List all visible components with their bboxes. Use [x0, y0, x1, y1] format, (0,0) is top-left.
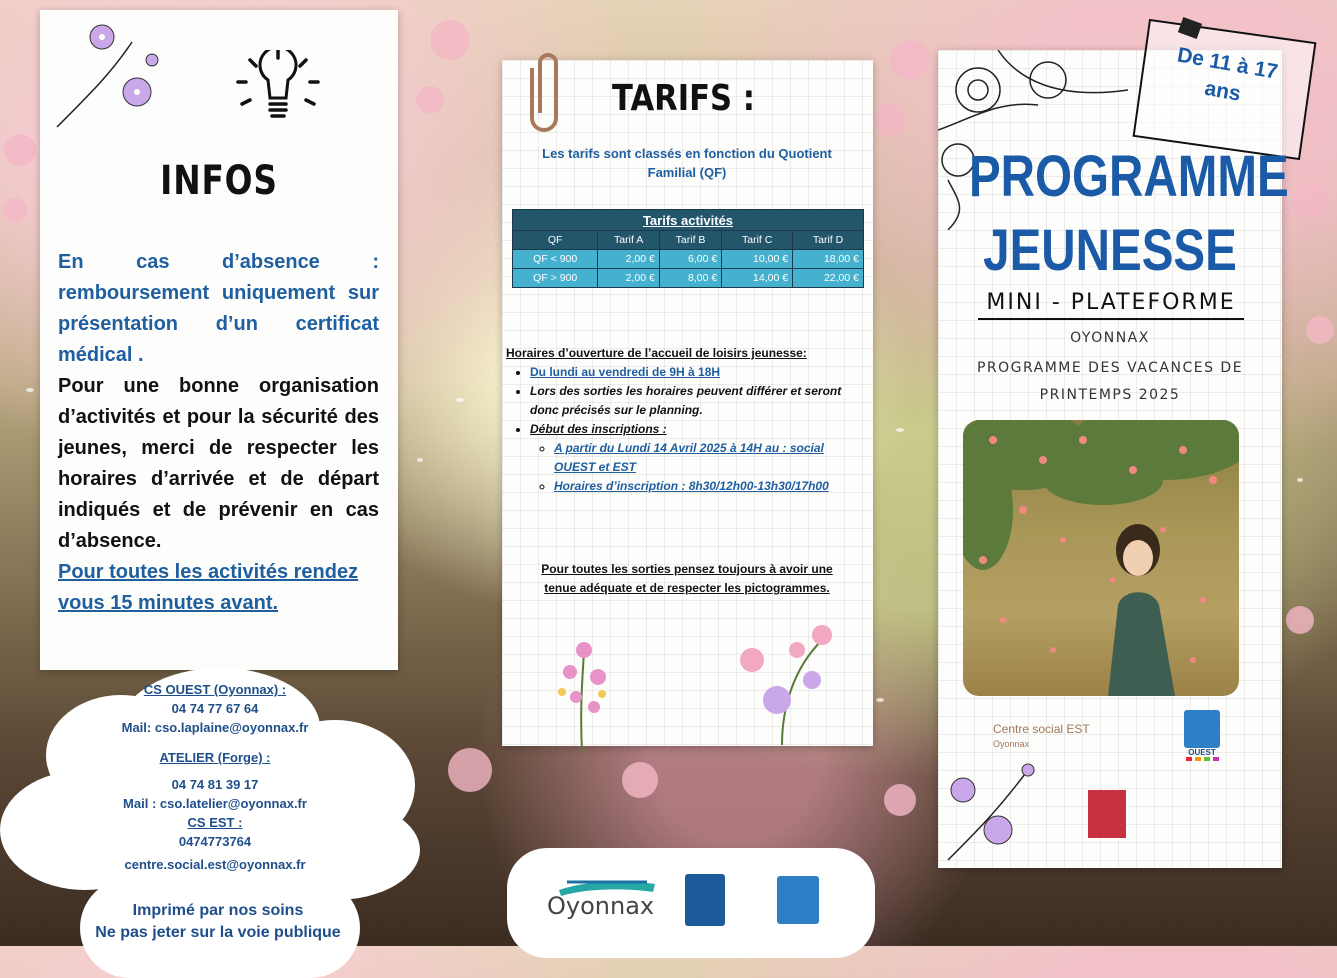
table-cell: QF > 900 — [513, 269, 598, 288]
arrival-notice: Pour toutes les activités rendez vous 15 minutes avant. — [58, 561, 359, 614]
infos-text — [58, 247, 379, 619]
programme-title: PROGRAMME — [968, 144, 1289, 209]
programme-title-jeunesse: JEUNESSE — [983, 218, 1237, 283]
table-header-cell: QF — [513, 231, 598, 250]
tape-icon — [1176, 14, 1206, 44]
tarifs-table — [512, 209, 864, 288]
cs-ouest-logo-text: OUEST — [1188, 748, 1216, 757]
infos-title: INFOS — [160, 158, 278, 204]
cs-ouest-logo-mark — [1184, 710, 1220, 748]
cs-ouest-logo — [1184, 710, 1220, 766]
table-cell: 2,00 € — [598, 250, 659, 269]
oyonnax-logo-text: Oyonnax — [547, 892, 655, 920]
atelier-mail[interactable]: Mail : cso.latelier@oyonnax.fr — [123, 796, 307, 811]
cs-est-logo — [993, 722, 1090, 751]
mini-plateforme-subtitle: MINI - PLATEFORME — [978, 288, 1244, 320]
floral-corner-icon — [938, 750, 1048, 870]
caf-logo-icon — [685, 874, 725, 926]
atelier-phone: 04 74 81 39 17 — [171, 777, 259, 792]
age-badge: De 11 à 17 ans — [1175, 43, 1280, 106]
hours-weekdays: Du lundi au vendredi de 9H à 18H — [530, 365, 721, 379]
illustration-girl-flowers — [963, 420, 1239, 696]
infos-panel — [40, 10, 398, 670]
inscriptions-hours: Horaires d’inscription : 8h30/12h00-13h30/17h00 — [554, 479, 829, 493]
opening-hours — [506, 344, 864, 496]
table-header-cell: Tarif A — [598, 231, 659, 250]
printed-line1: Imprimé par nos soins — [132, 902, 304, 919]
contacts-block — [95, 680, 335, 874]
cs-est-label: CS EST : — [187, 815, 243, 830]
period-line1: PROGRAMME DES VACANCES DE — [976, 360, 1244, 376]
inscriptions-start: A partir du Lundi 14 Avril 2025 à 14H au : social OUEST et EST — [554, 441, 824, 474]
table-cell: 2,00 € — [598, 269, 659, 288]
lightbulb-icon — [230, 50, 330, 150]
cs-ouest-logo-bars — [1184, 757, 1220, 761]
cs-ouest-label: CS OUEST (Oyonnax) : — [143, 682, 287, 697]
tarifs-title: TARIFS : — [612, 78, 755, 119]
cs-est-logo-line1: Centre social EST — [993, 722, 1090, 736]
printed-notice — [78, 900, 358, 944]
table-cell: 6,00 € — [659, 250, 721, 269]
atelier-label: ATELIER (Forge) : — [159, 750, 271, 765]
table-cell: QF < 900 — [513, 250, 598, 269]
table-cell: 18,00 € — [793, 250, 864, 269]
cite-educative-logo-icon — [1088, 790, 1126, 838]
tarifs-subtitle: Les tarifs sont classés en fonction du Quotient Familial (QF) — [542, 146, 832, 180]
table-row — [513, 250, 864, 269]
tarifs-panel — [502, 60, 873, 746]
flower-bouquet-icon — [542, 632, 622, 752]
paperclip-icon — [520, 48, 560, 138]
organisation-text: Pour une bonne organisation d’activités et pour la sécurité des jeunes, merci de respecter les horaires d’arrivée et de départ indiqués et de prévenir en cas d’absence. — [58, 375, 379, 552]
cs-est-logo-line2: Oyonnax — [993, 739, 1030, 749]
tarifs-table-header — [513, 231, 864, 250]
cs-ouest-phone: 04 74 77 67 64 — [171, 701, 259, 716]
flower-sketch-icon — [52, 12, 162, 132]
flower-bouquet-icon — [722, 620, 852, 745]
city-label: OYONNAX — [1070, 330, 1150, 346]
hours-title: Horaires d’ouverture de l’accueil de loisirs jeunesse: — [506, 346, 807, 360]
hours-outings: • Lors des sorties les horaires peuvent différer et seront donc précisés sur le planning. — [530, 382, 864, 420]
table-header-cell: Tarif D — [793, 231, 864, 250]
table-cell: 8,00 € — [659, 269, 721, 288]
table-row — [513, 269, 864, 288]
table-cell: 22,00 € — [793, 269, 864, 288]
tarifs-table-caption: Tarifs activités — [513, 210, 864, 231]
table-cell: 10,00 € — [722, 250, 793, 269]
absence-text: En cas d’absence : remboursement uniquement sur présentation d’un certificat médical . — [58, 251, 379, 366]
cs-est-phone: 0474773764 — [178, 834, 252, 849]
period-line2: PRINTEMPS 2025 — [1039, 387, 1181, 403]
table-cell: 14,00 € — [722, 269, 793, 288]
cs-est-mail[interactable]: centre.social.est@oyonnax.fr — [124, 857, 306, 872]
illustration-scene — [963, 420, 1239, 696]
inscriptions-title: Début des inscriptions : — [530, 422, 667, 436]
cs-ouest-mail[interactable]: Mail: cso.laplaine@oyonnax.fr — [121, 720, 309, 735]
centre-social-logo-icon — [777, 876, 819, 924]
outings-notice: Pour toutes les sorties pensez toujours à avoir une tenue adéquate et de respecter les pictogrammes. — [541, 562, 833, 595]
table-header-cell: Tarif C — [722, 231, 793, 250]
printed-line2: Ne pas jeter sur la voie publique — [95, 924, 341, 941]
table-header-cell: Tarif B — [659, 231, 721, 250]
